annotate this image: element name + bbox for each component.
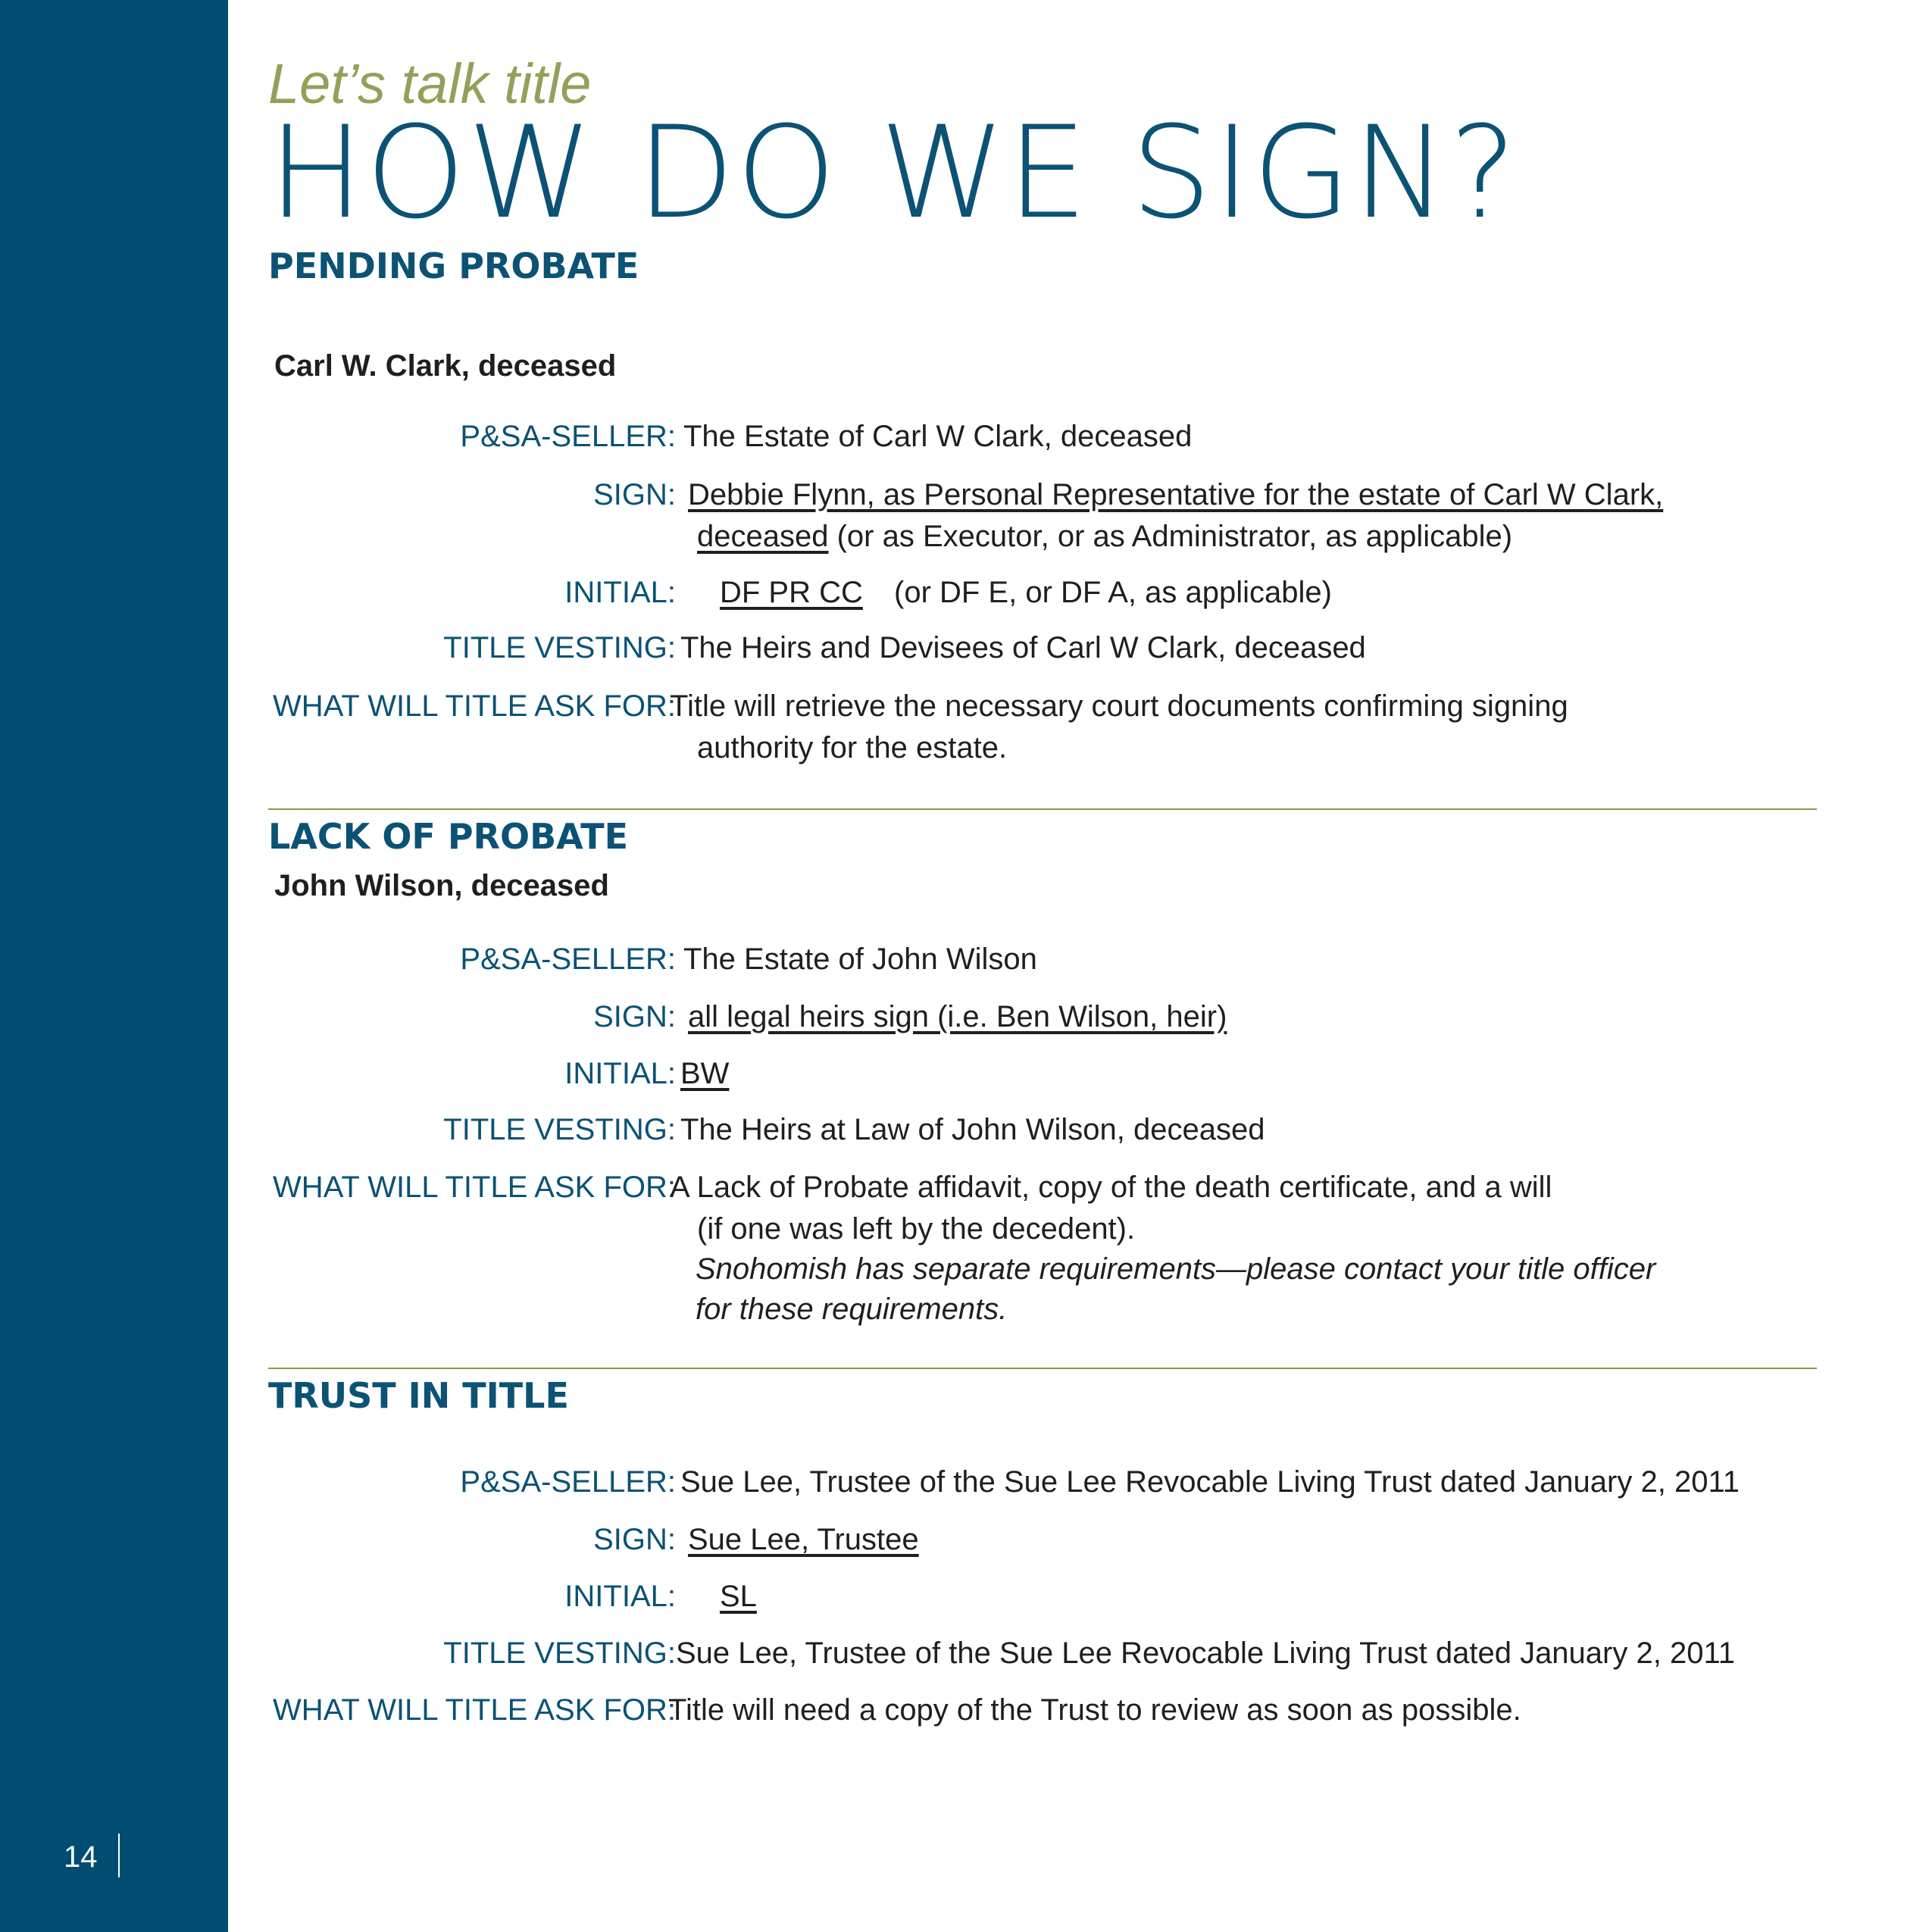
trust-initial-value: SL: [720, 1580, 757, 1613]
section-divider: [268, 1368, 1817, 1369]
trust-vesting-value: Sue Lee, Trustee of the Sue Lee Revocable Living Trust dated January 2, 2011: [676, 1637, 1735, 1670]
lack-sign-value: all legal heirs sign (i.e. Ben Wilson, heir): [688, 1000, 1227, 1033]
pending-vesting-label: TITLE VESTING:: [443, 631, 676, 664]
pending-initial-value: DF PR CC: [720, 576, 863, 609]
pending-vesting-value: The Heirs and Devisees of Carl W Clark, deceased: [680, 631, 1366, 664]
trust-vesting-label: TITLE VESTING:: [443, 1637, 676, 1670]
pending-sign-value-continued: [697, 517, 1512, 555]
lack-vesting-value: The Heirs at Law of John Wilson, deceased: [680, 1113, 1265, 1146]
lack-initial-label: INITIAL:: [564, 1057, 676, 1090]
pending-ask-label: WHAT WILL TITLE ASK FOR:: [273, 689, 676, 723]
trust-seller-value: Sue Lee, Trustee of the Sue Lee Revocable Living Trust dated January 2, 2011: [680, 1465, 1740, 1499]
lack-vesting-label: TITLE VESTING:: [443, 1113, 676, 1146]
lack-ask-value: A Lack of Probate affidavit, copy of the death certificate, and a will: [670, 1171, 1552, 1204]
section-heading-trust-in-title: TRUST IN TITLE: [268, 1375, 569, 1416]
pending-sign-alternatives: (or as Executor, or as Administrator, as applicable): [828, 520, 1513, 553]
trust-seller-label: P&SA-SELLER:: [460, 1465, 676, 1499]
lack-ask-note: Snohomish has separate requirements—please contact your title officer: [696, 1252, 1656, 1286]
lack-seller-label: P&SA-SELLER:: [460, 943, 676, 976]
trust-ask-value: Title will need a copy of the Trust to review as soon as possible.: [668, 1693, 1521, 1727]
lack-ask-value-continued: (if one was left by the decedent).: [697, 1212, 1136, 1246]
trust-sign-value: Sue Lee, Trustee: [688, 1523, 919, 1556]
lack-initial-value: BW: [680, 1057, 730, 1090]
pending-initial-note: (or DF E, or DF A, as applicable): [894, 576, 1332, 609]
lack-of-probate-subject: John Wilson, deceased: [274, 869, 609, 902]
pending-seller-value: The Estate of Carl W Clark, deceased: [683, 420, 1193, 453]
pending-ask-value-continued: authority for the estate.: [697, 731, 1008, 764]
lack-ask-note-continued: for these requirements.: [696, 1293, 1008, 1326]
section-heading-lack-of-probate: LACK OF PROBATE: [268, 816, 629, 857]
section-heading-pending-probate: PENDING PROBATE: [268, 245, 639, 286]
section-divider: [268, 808, 1817, 810]
lack-sign-label: SIGN:: [593, 1000, 676, 1033]
pending-seller-label: P&SA-SELLER:: [460, 420, 676, 453]
page-number: 14: [64, 1840, 98, 1874]
pending-probate-subject: Carl W. Clark, deceased: [274, 349, 617, 383]
pending-ask-value: Title will retrieve the necessary court documents confirming signing: [670, 689, 1568, 723]
pending-sign-label: SIGN:: [593, 478, 676, 511]
pending-sign-deceased: deceased: [697, 520, 829, 553]
trust-initial-label: INITIAL:: [564, 1580, 676, 1613]
left-sidebar-band: [0, 0, 228, 1932]
page-number-divider: [118, 1834, 120, 1877]
pending-initial-label: INITIAL:: [564, 576, 676, 609]
page-title: HOW DO WE SIGN?: [268, 98, 1518, 247]
trust-ask-label: WHAT WILL TITLE ASK FOR:: [273, 1693, 676, 1727]
page-kicker: Let’s talk title: [268, 52, 592, 115]
lack-seller-value: The Estate of John Wilson: [683, 943, 1037, 976]
lack-ask-label: WHAT WILL TITLE ASK FOR:: [273, 1171, 676, 1204]
trust-sign-label: SIGN:: [593, 1523, 676, 1556]
pending-sign-value: Debbie Flynn, as Personal Representative for the estate of Carl W Clark,: [688, 478, 1664, 511]
